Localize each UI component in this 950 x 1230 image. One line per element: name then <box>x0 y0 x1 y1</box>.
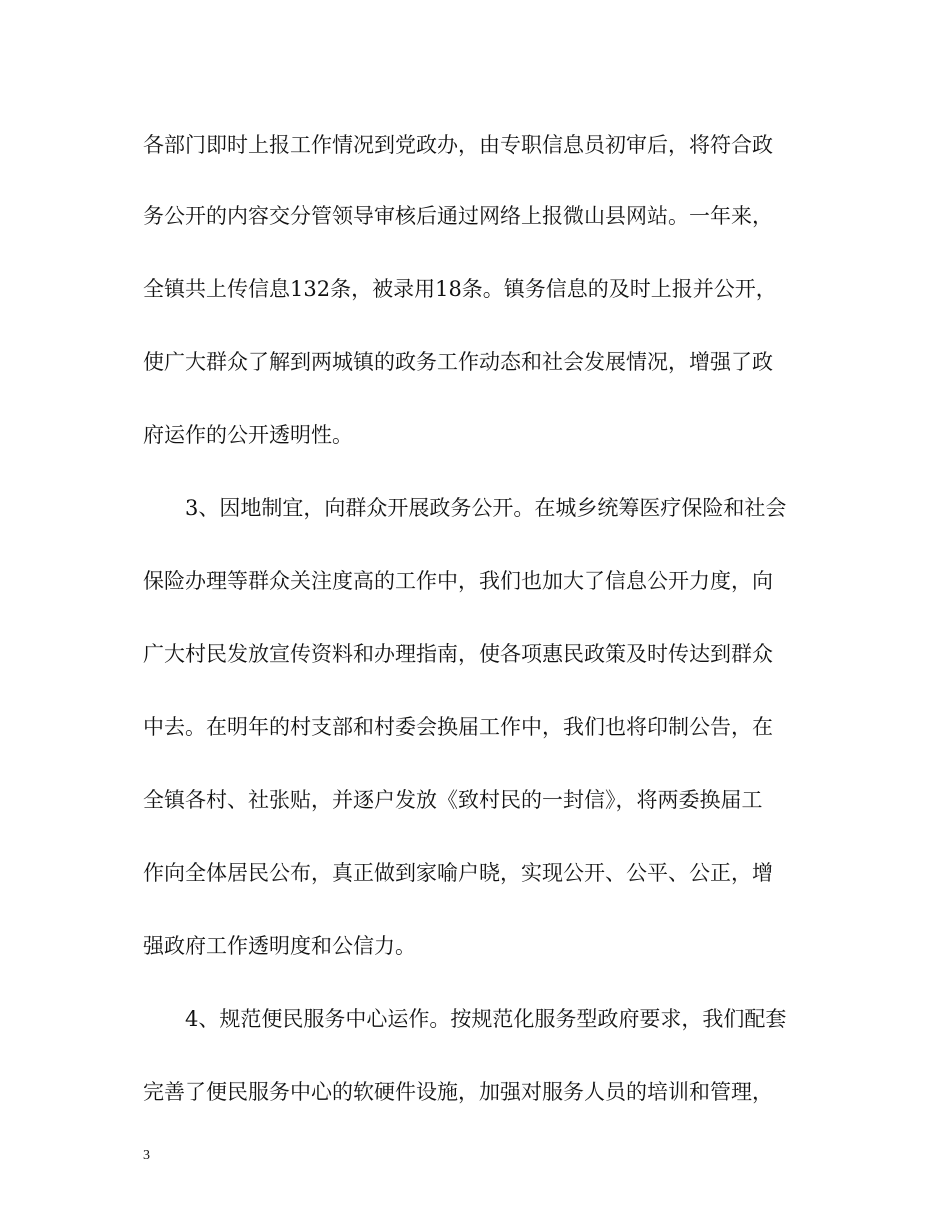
text-line: 作向全体居民公布，真正做到家喻户晓，实现公开、公平、公正，增 <box>143 861 773 885</box>
text-line: 完善了便民服务中心的软硬件设施，加强对服务人员的培训和管理， <box>143 1080 773 1104</box>
text-line: 府运作的公开透明性。 <box>143 423 353 447</box>
text-line: 使广大群众了解到两城镇的政务工作动态和社会发展情况，增强了政 <box>143 350 773 374</box>
text-line: 强政府工作透明度和公信力。 <box>143 934 416 958</box>
document-body <box>143 110 809 1129</box>
paragraph-start-line: 4、规范便民服务中心运作。按规范化服务型政府要求，我们配套 <box>185 1007 787 1031</box>
text-line: 各部门即时上报工作情况到党政办，由专职信息员初审后，将符合政 <box>143 133 773 157</box>
text-line: 中去。在明年的村支部和村委会换届工作中，我们也将印制公告，在 <box>143 715 773 739</box>
text-line: 广大村民发放宣传资料和办理指南，使各项惠民政策及时传达到群众 <box>143 642 773 666</box>
page-number: 3 <box>143 1148 150 1163</box>
text-line: 保险办理等群众关注度高的工作中，我们也加大了信息公开力度，向 <box>143 569 773 593</box>
text-line: 务公开的内容交分管领导审核后通过网络上报微山县网站。一年来， <box>143 204 773 228</box>
text-line: 全镇各村、社张贴，并逐户发放《致村民的一封信》，将两委换届工 <box>143 788 763 812</box>
text-line: 全镇共上传信息132条，被录用18条。镇务信息的及时上报并公开， <box>143 277 777 301</box>
paragraph-start-line: 3、因地制宜，向群众开展政务公开。在城乡统筹医疗保险和社会 <box>185 496 787 520</box>
